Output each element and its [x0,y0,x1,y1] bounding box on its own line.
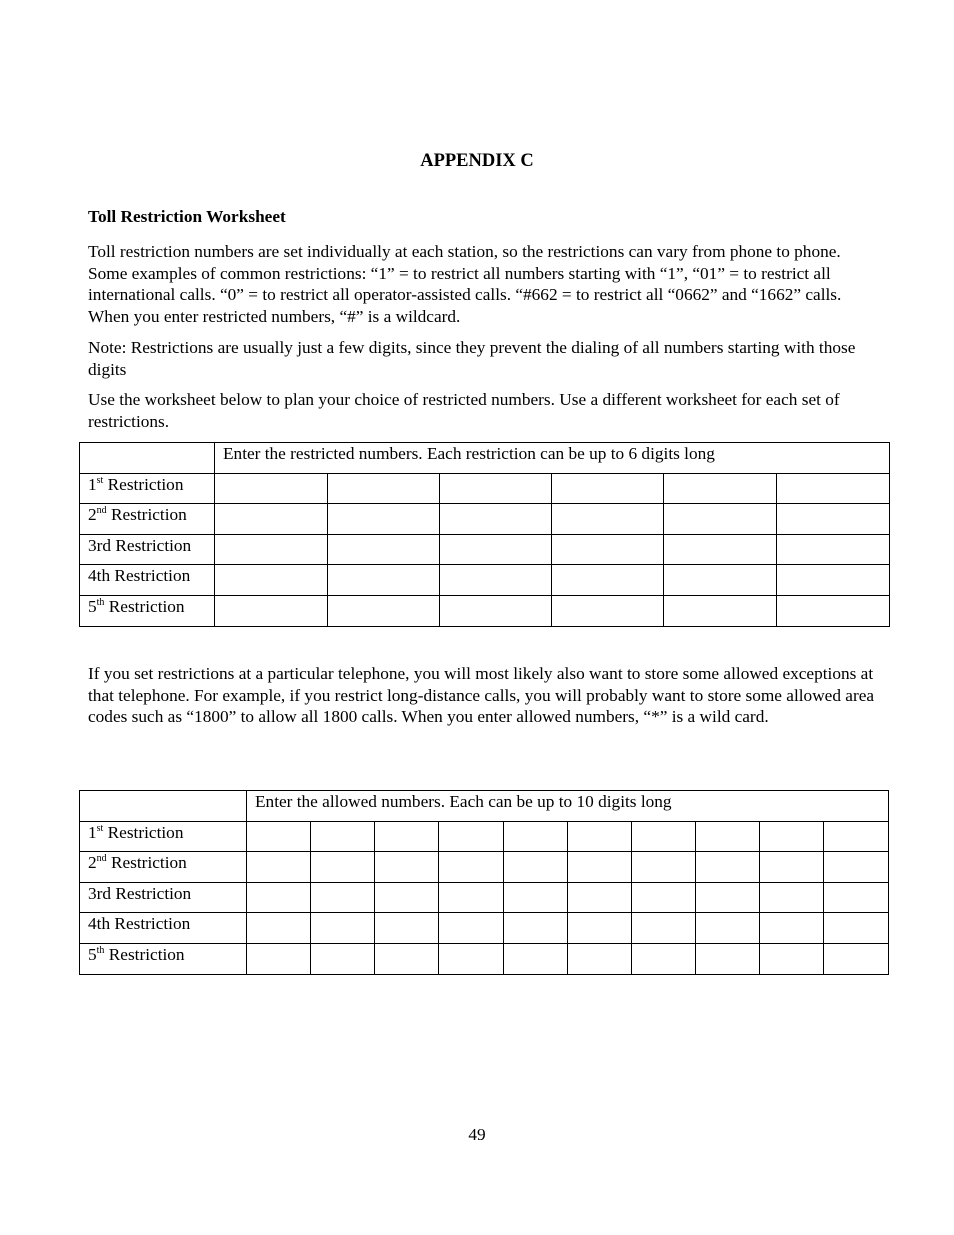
table-corner-cell [80,443,215,474]
entry-cell[interactable] [247,943,311,974]
appendix-title: APPENDIX C [420,151,534,171]
entry-cell[interactable] [504,821,568,852]
row-label: 1st Restriction [80,473,215,504]
table-row [80,852,889,883]
instruction-paragraph: Use the worksheet below to plan your choice of restricted numbers. Use a different worksheet for each set of restrictions. [88,390,840,431]
entry-cell[interactable] [824,913,889,944]
entry-cell[interactable] [568,943,632,974]
table-row [80,504,890,535]
entry-cell[interactable] [552,534,664,565]
entry-cell[interactable] [760,913,824,944]
entry-cell[interactable] [760,882,824,913]
entry-cell[interactable] [632,913,696,944]
note-paragraph: Note: Restrictions are usually just a few digits, since they prevent the dialing of all numbers starting with those digits [88,338,856,379]
entry-cell[interactable] [311,821,375,852]
entry-cell[interactable] [215,473,328,504]
table-header-row [80,443,890,474]
entry-cell[interactable] [375,882,439,913]
allowed-table-header: Enter the allowed numbers. Each can be up to 10 digits long [247,791,889,822]
section-title: Toll Restriction Worksheet [88,207,286,226]
entry-cell[interactable] [824,821,889,852]
entry-cell[interactable] [696,821,760,852]
entry-cell[interactable] [552,504,664,535]
entry-cell[interactable] [696,943,760,974]
entry-cell[interactable] [504,913,568,944]
entry-cell[interactable] [440,473,552,504]
entry-cell[interactable] [504,852,568,883]
entry-cell[interactable] [664,534,777,565]
entry-cell[interactable] [632,882,696,913]
row-label: 2nd Restriction [80,852,247,883]
row-label: 2nd Restriction [80,504,215,535]
entry-cell[interactable] [439,943,504,974]
entry-cell[interactable] [247,882,311,913]
entry-cell[interactable] [632,943,696,974]
entry-cell[interactable] [311,852,375,883]
entry-cell[interactable] [328,565,440,596]
entry-cell[interactable] [375,821,439,852]
entry-cell[interactable] [696,882,760,913]
entry-cell[interactable] [664,473,777,504]
entry-cell[interactable] [440,565,552,596]
entry-cell[interactable] [215,534,328,565]
entry-cell[interactable] [439,913,504,944]
entry-cell[interactable] [215,565,328,596]
restricted-table-header: Enter the restricted numbers. Each restriction can be up to 6 digits long [215,443,890,474]
entry-cell[interactable] [632,852,696,883]
entry-cell[interactable] [375,852,439,883]
entry-cell[interactable] [824,943,889,974]
table-row [80,821,889,852]
entry-cell[interactable] [552,473,664,504]
entry-cell[interactable] [440,534,552,565]
entry-cell[interactable] [247,821,311,852]
entry-cell[interactable] [777,534,890,565]
entry-cell[interactable] [664,595,777,626]
entry-cell[interactable] [824,852,889,883]
entry-cell[interactable] [777,595,890,626]
entry-cell[interactable] [777,473,890,504]
entry-cell[interactable] [552,595,664,626]
entry-cell[interactable] [504,882,568,913]
entry-cell[interactable] [632,821,696,852]
table-row [80,943,889,974]
entry-cell[interactable] [311,913,375,944]
entry-cell[interactable] [777,565,890,596]
entry-cell[interactable] [439,852,504,883]
table-header-row [80,791,889,822]
entry-cell[interactable] [664,504,777,535]
row-label: 3rd Restriction [80,534,215,565]
entry-cell[interactable] [760,852,824,883]
entry-cell[interactable] [664,565,777,596]
entry-cell[interactable] [824,882,889,913]
entry-cell[interactable] [328,595,440,626]
entry-cell[interactable] [247,913,311,944]
row-label: 3rd Restriction [80,882,247,913]
entry-cell[interactable] [568,821,632,852]
entry-cell[interactable] [328,473,440,504]
entry-cell[interactable] [568,913,632,944]
entry-cell[interactable] [375,943,439,974]
table-row [80,565,890,596]
entry-cell[interactable] [311,882,375,913]
entry-cell[interactable] [439,882,504,913]
table-row [80,595,890,626]
row-label: 5th Restriction [80,595,215,626]
table-row [80,882,889,913]
entry-cell[interactable] [247,852,311,883]
table-row [80,534,890,565]
entry-cell[interactable] [760,943,824,974]
row-label: 4th Restriction [80,913,247,944]
page-number: 49 [468,1125,486,1144]
table-corner-cell [80,791,247,822]
entry-cell[interactable] [552,565,664,596]
exceptions-paragraph: If you set restrictions at a particular telephone, you will most likely also want to store some allowed exceptions at that telephone. For example, if you restrict long-distance calls, you will probably want to store some allowed area codes such as “1800” to allow all 1800 calls. When you enter allowed numbers, “*” is a wild card. [88,664,875,726]
entry-cell[interactable] [777,504,890,535]
entry-cell[interactable] [440,504,552,535]
entry-cell[interactable] [504,943,568,974]
row-label: 5th Restriction [80,943,247,974]
entry-cell[interactable] [440,595,552,626]
entry-cell[interactable] [311,943,375,974]
entry-cell[interactable] [439,821,504,852]
entry-cell[interactable] [696,852,760,883]
entry-cell[interactable] [760,821,824,852]
entry-cell[interactable] [568,882,632,913]
row-label: 1st Restriction [80,821,247,852]
row-label: 4th Restriction [80,565,215,596]
table-row [80,473,890,504]
entry-cell[interactable] [215,595,328,626]
intro-paragraph: Toll restriction numbers are set individually at each station, so the restrictions can vary from phone to phone. Some examples of common restrictions: “1” = to restrict all numbers starting with “1”, “01” = to restrict all international calls. “0” = to restrict all operator-assisted calls. “#662 = to restrict all “0662” and “1662” calls. When you enter restricted numbers, “#” is a wildcard. [88,242,842,326]
entry-cell[interactable] [328,534,440,565]
entry-cell[interactable] [696,913,760,944]
allowed-numbers-table [79,790,889,975]
entry-cell[interactable] [568,852,632,883]
restricted-numbers-table [79,442,890,627]
entry-cell[interactable] [215,504,328,535]
table-row [80,913,889,944]
entry-cell[interactable] [375,913,439,944]
entry-cell[interactable] [328,504,440,535]
